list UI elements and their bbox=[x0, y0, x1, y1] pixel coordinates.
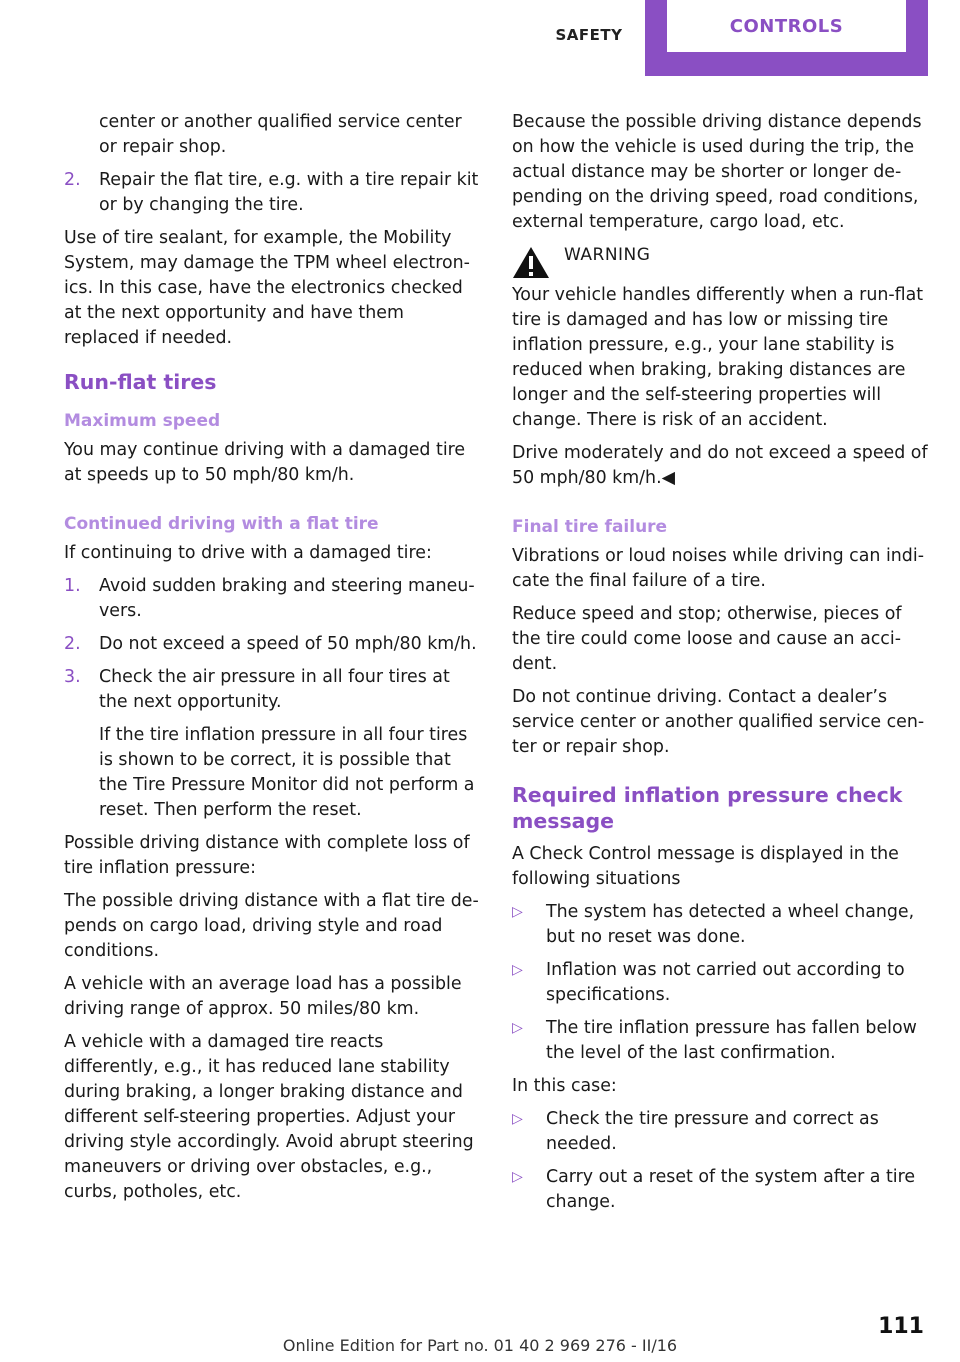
list-item bbox=[512, 958, 928, 1008]
situation-list bbox=[512, 900, 928, 1066]
paragraph: You may continue driving with a damaged tire at speeds up to 50 mph/80 km/h. bbox=[64, 440, 466, 485]
warning-box bbox=[512, 243, 928, 491]
subsection-heading: Final tire failure bbox=[512, 517, 668, 537]
paragraph: A vehicle with an average load has a possible driving range of approx. 50 miles/80 km. bbox=[64, 974, 462, 1019]
paragraph: A vehicle with a damaged tire reacts differently, e.g., it has reduced lane stability during braking, a longer braking distance and different self-steering properties. Adjust your driving style accordingly. Avoid abrupt steering maneuvers or driving over obstacles, e.g., curbs, potholes, etc. bbox=[64, 1032, 474, 1202]
paragraph: Vibrations or loud noises while driving can indicate the final failure of a tire. bbox=[512, 546, 924, 591]
list-text: Avoid sudden braking and steering maneuvers. bbox=[99, 576, 475, 621]
action-list bbox=[512, 1107, 928, 1215]
list-item bbox=[64, 574, 480, 624]
section-heading: Required inflation pressure check message bbox=[512, 783, 903, 833]
list-text: Check the tire pressure and correct as needed. bbox=[546, 1109, 879, 1154]
warning-head-text bbox=[564, 243, 650, 268]
list-subtext: If the tire inflation pressure in all four tires is shown to be correct, it is possible that the Tire Pressure Monitor did not perform a reset. Then perform the reset. bbox=[99, 725, 475, 820]
list-text: Check the air pressure in all four tires at the next opportunity. bbox=[99, 667, 450, 712]
paragraph: In this case: bbox=[512, 1076, 617, 1096]
list-number: 2. bbox=[64, 634, 81, 654]
warning-title: WARNING bbox=[564, 245, 651, 265]
list-text: Inflation was not carried out according to specifications. bbox=[546, 960, 905, 1005]
list-text: Repair the flat tire, e.g. with a tire repair kit or by changing the tire. bbox=[99, 170, 479, 215]
list-body bbox=[99, 665, 480, 823]
right-column bbox=[512, 110, 928, 1223]
section-tabs bbox=[533, 0, 928, 76]
bullet-triangle-icon: ▷ bbox=[512, 1020, 523, 1036]
list-item bbox=[64, 632, 480, 657]
paragraph: The possible driving distance with a flat tire depends on cargo load, driving style and road conditions. bbox=[64, 891, 479, 961]
list-text: center or another qualified service center or repair shop. bbox=[99, 112, 462, 157]
bullet-triangle-icon: ▷ bbox=[512, 1111, 523, 1127]
list-text: The system has detected a wheel change, but no reset was done. bbox=[546, 902, 915, 947]
numbered-list bbox=[64, 574, 480, 823]
list-item bbox=[64, 168, 480, 218]
list-text: The tire inflation pressure has fallen below the level of the last confirmation. bbox=[546, 1018, 917, 1063]
list-number bbox=[64, 110, 99, 160]
list-number: 2. bbox=[64, 170, 81, 190]
paragraph: Possible driving distance with complete loss of tire inflation pressure: bbox=[64, 833, 470, 878]
list-item bbox=[64, 110, 480, 160]
tab-controls-frame[interactable] bbox=[645, 0, 928, 76]
section-heading: Run-flat tires bbox=[64, 370, 217, 394]
list-item bbox=[512, 1016, 928, 1066]
tab-controls[interactable]: CONTROLS bbox=[667, 0, 906, 52]
list-number: 3. bbox=[64, 667, 81, 687]
left-column bbox=[64, 110, 480, 1213]
edition-footer: Online Edition for Part no. 01 40 2 969 276 - II/16 bbox=[282, 1336, 678, 1355]
paragraph: Do not continue driving. Contact a dealer’s service center or another qualified service center or repair shop. bbox=[512, 687, 925, 757]
subsection-heading: Maximum speed bbox=[64, 411, 221, 431]
list-item bbox=[512, 1107, 928, 1157]
warning-text: Your vehicle handles differently when a run-flat tire is damaged and has low or missing tire inflation pressure, e.g., your lane stability is reduced when braking, braking distances are longer and the self-steering properties will change. There is risk of an accident. bbox=[512, 285, 924, 430]
page-number: 111 bbox=[878, 1314, 924, 1339]
bullet-triangle-icon: ▷ bbox=[512, 962, 523, 978]
paragraph: Because the possible driving distance depends on how the vehicle is used during the trip, the actual distance may be shorter or longer depending on the driving speed, road conditions, external temperature, cargo load, etc. bbox=[512, 112, 922, 232]
list-item bbox=[512, 900, 928, 950]
paragraph: A Check Control message is displayed in the following situations bbox=[512, 844, 899, 889]
warning-triangle-icon bbox=[512, 245, 550, 279]
warning-text-2: Drive moderately and do not exceed a speed of 50 mph/80 km/h.◀ bbox=[512, 443, 928, 488]
list-text: Do not exceed a speed of 50 mph/80 km/h. bbox=[99, 634, 477, 654]
bullet-triangle-icon: ▷ bbox=[512, 1169, 523, 1185]
warning-header bbox=[512, 243, 928, 279]
paragraph: Reduce speed and stop; otherwise, pieces of the tire could come loose and cause an accident. bbox=[512, 604, 902, 674]
list-text: Carry out a reset of the system after a tire change. bbox=[546, 1167, 916, 1212]
paragraph: If continuing to drive with a damaged tire: bbox=[64, 543, 432, 563]
list-number: 1. bbox=[64, 576, 81, 596]
bullet-triangle-icon: ▷ bbox=[512, 904, 523, 920]
list-item bbox=[64, 665, 480, 823]
sealant-paragraph: Use of tire sealant, for example, the Mobility System, may damage the TPM wheel electronics. In this case, have the electronics checked at the next opportunity and have them replaced if needed. bbox=[64, 228, 470, 348]
subsection-heading: Continued driving with a flat tire bbox=[64, 514, 379, 534]
list-item bbox=[512, 1165, 928, 1215]
tab-safety[interactable]: SAFETY bbox=[555, 26, 623, 44]
